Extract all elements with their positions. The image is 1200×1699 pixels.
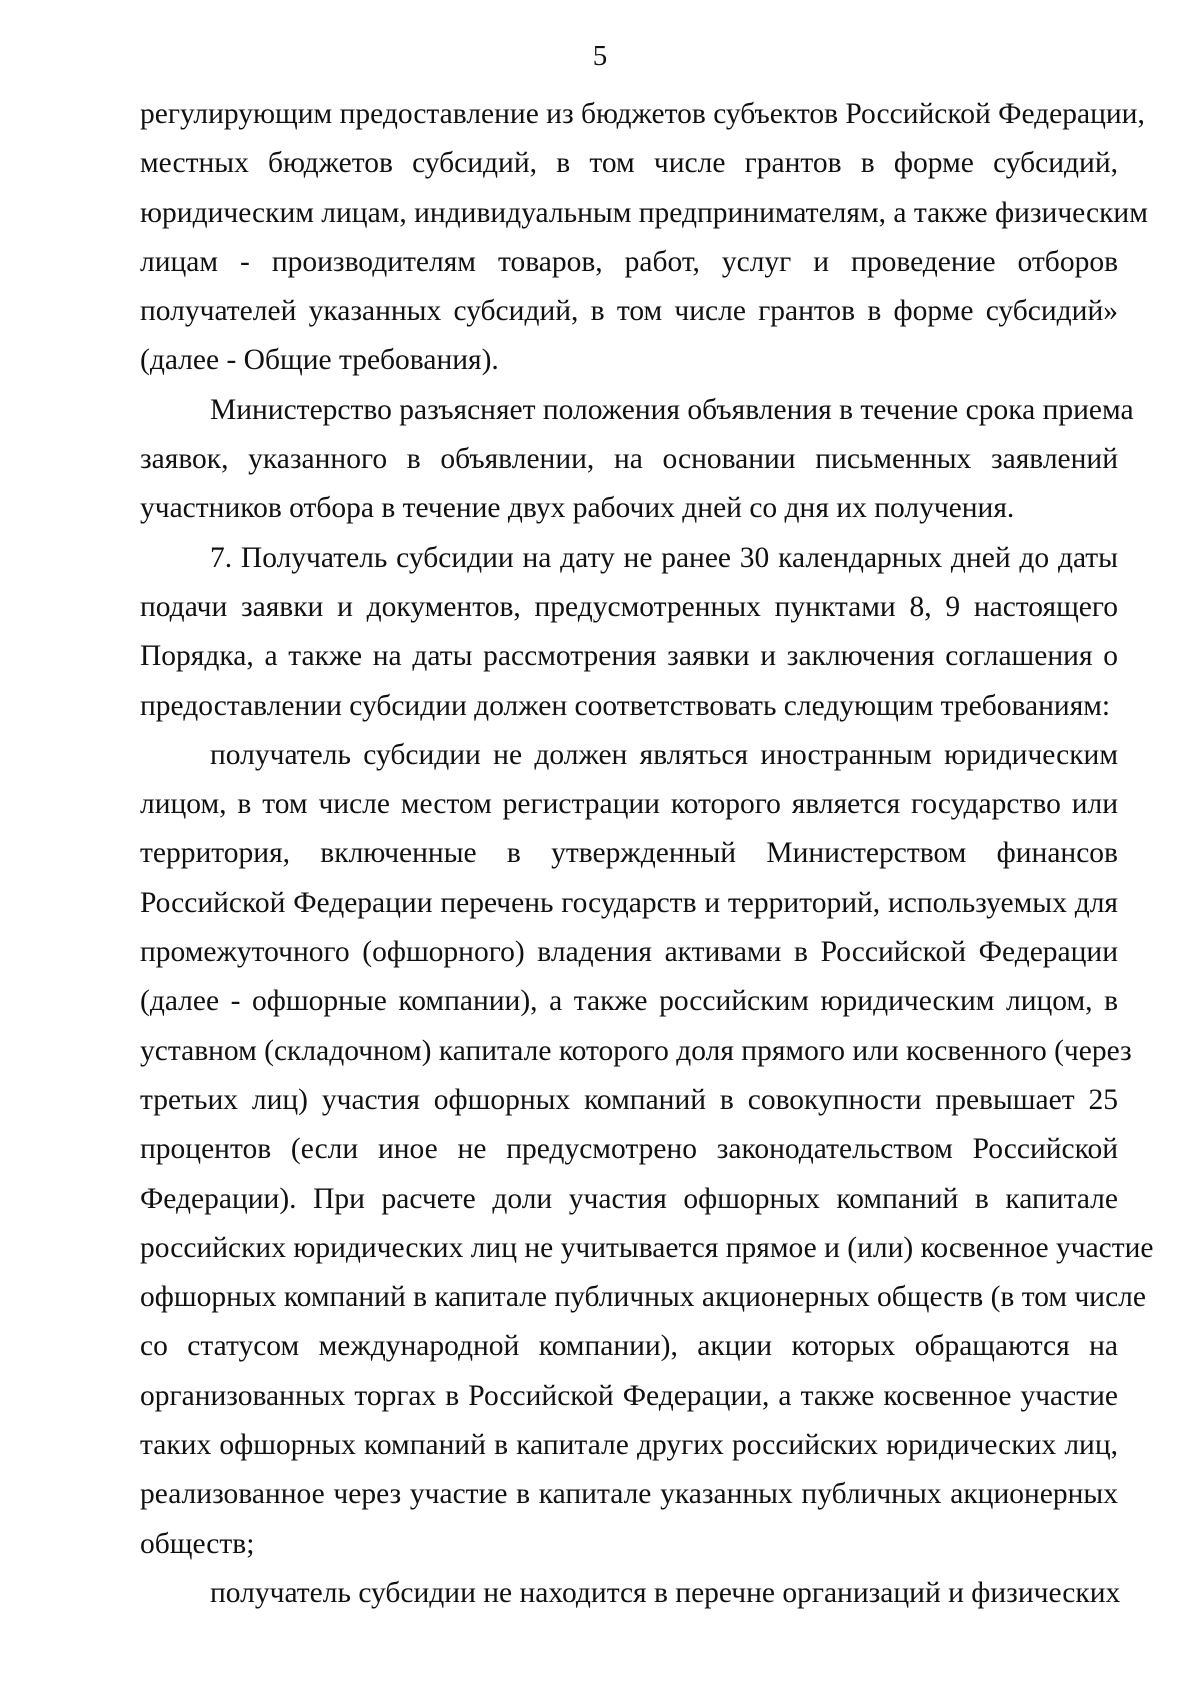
text-line: уставном (складочном) капитале которого доля прямого или косвенного (через bbox=[140, 1034, 1132, 1067]
text-line: процентов (если иное не предусмотрено законодательством Российской bbox=[140, 1133, 1118, 1166]
text-line: подачи заявки и документов, предусмотренных пунктами 8, 9 настоящего bbox=[140, 590, 1118, 623]
text-line: юридическим лицам, индивидуальным предпринимателям, а также физическим bbox=[140, 196, 1148, 229]
document-body bbox=[140, 90, 1154, 1618]
text-line: местных бюджетов субсидий, в том числе грантов в форме субсидий, bbox=[140, 147, 1118, 180]
text-line: регулирующим предоставление из бюджетов субъектов Российской Федерации, bbox=[140, 98, 1145, 130]
text-line: офшорных компаний в капитале публичных акционерных обществ (в том числе bbox=[140, 1281, 1146, 1314]
text-line: со статусом международной компании), акции которых обращаются на bbox=[140, 1330, 1118, 1363]
paragraph bbox=[140, 731, 1154, 1569]
text-line: Федерации). При расчете доли участия офшорных компаний в капитале bbox=[140, 1182, 1118, 1215]
text-line: получатель субсидии не находится в перечне организаций и физических bbox=[210, 1576, 1121, 1609]
text-line: таких офшорных компаний в капитале других российских юридических лиц, bbox=[140, 1429, 1118, 1462]
text-line: промежуточного (офшорного) владения активами в Российской Федерации bbox=[140, 936, 1118, 969]
text-line: предоставлении субсидии должен соответствовать следующим требованиям: bbox=[140, 689, 1111, 722]
text-line: третьих лиц) участия офшорных компаний в совокупности превышает 25 bbox=[140, 1083, 1118, 1116]
paragraph bbox=[140, 90, 1148, 386]
text-line: лицом, в том числе местом регистрации которого является государство или bbox=[140, 788, 1118, 821]
text-line: российских юридических лиц не учитывается прямое и (или) косвенное участие bbox=[140, 1231, 1154, 1264]
text-line: (далее - Общие требования). bbox=[140, 344, 499, 377]
text-line: (далее - офшорные компании), а также российским юридическим лицом, в bbox=[140, 985, 1118, 1018]
page-number: 5 bbox=[592, 40, 608, 72]
text-line: участников отбора в течение двух рабочих дней со дня их получения. bbox=[140, 492, 1015, 525]
text-line: Российской Федерации перечень государств и территорий, используемых для bbox=[140, 886, 1118, 919]
text-line: территория, включенные в утвержденный Министерством финансов bbox=[140, 837, 1118, 870]
text-line: реализованное через участие в капитале указанных публичных акционерных bbox=[140, 1478, 1118, 1511]
text-line: заявок, указанного в объявлении, на основании письменных заявлений bbox=[140, 443, 1118, 476]
paragraph bbox=[140, 534, 1118, 731]
paragraph bbox=[140, 386, 1134, 534]
text-line: 7. Получатель субсидии на дату не ранее 30 календарных дней до даты bbox=[210, 541, 1118, 574]
paragraph bbox=[140, 1569, 1121, 1618]
text-line: Министерство разъясняет положения объявления в течение срока приема bbox=[210, 393, 1134, 426]
text-line: Порядка, а также на даты рассмотрения заявки и заключения соглашения о bbox=[140, 640, 1118, 673]
text-line: обществ; bbox=[140, 1527, 255, 1560]
text-line: получатель субсидии не должен являться иностранным юридическим bbox=[210, 738, 1118, 771]
text-line: организованных торгах в Российской Федерации, а также косвенное участие bbox=[140, 1379, 1118, 1412]
text-line: получателей указанных субсидий, в том числе грантов в форме субсидий» bbox=[140, 295, 1118, 328]
text-line: лицам - производителям товаров, работ, услуг и проведение отборов bbox=[140, 245, 1118, 278]
